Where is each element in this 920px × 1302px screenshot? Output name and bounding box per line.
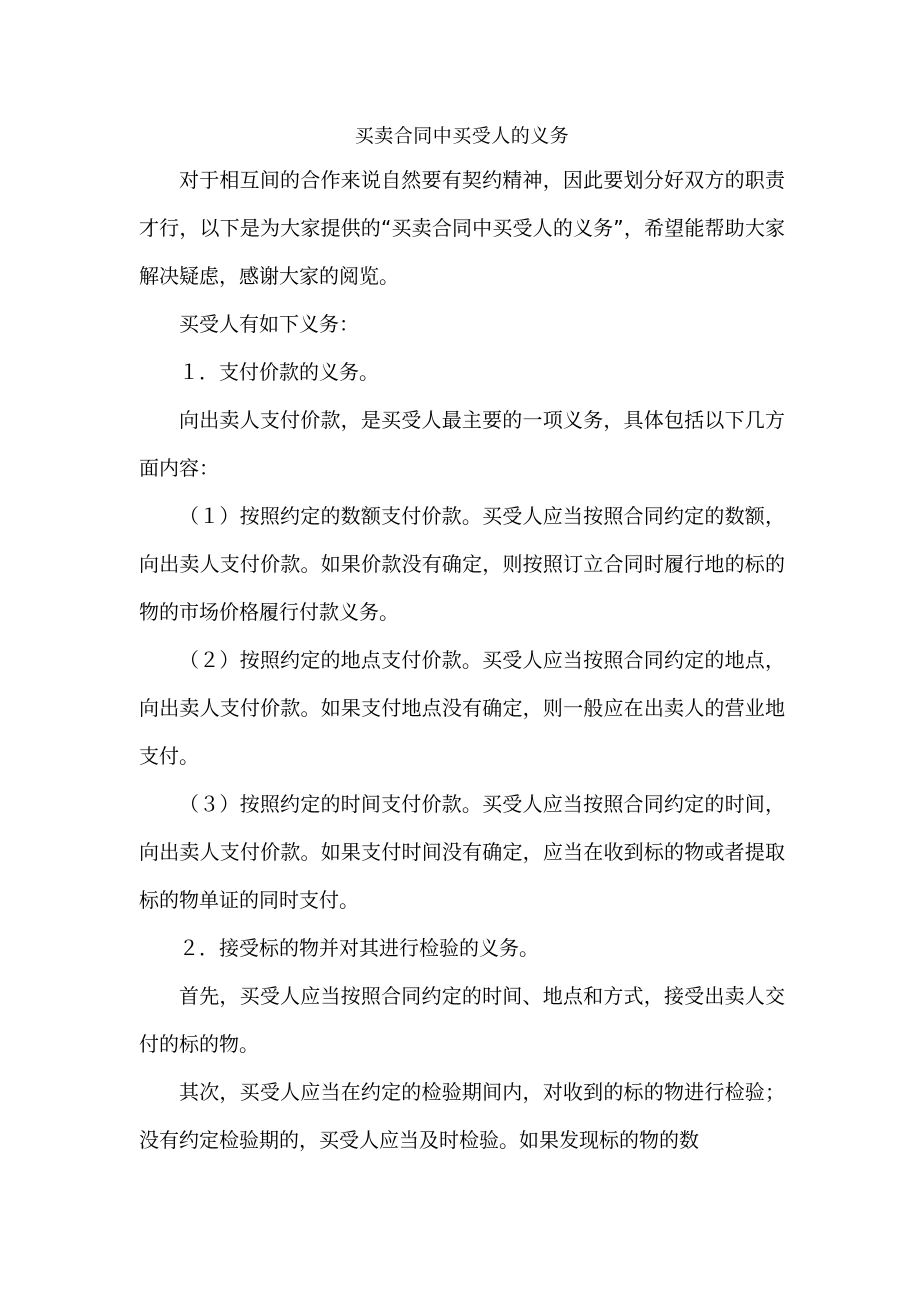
paragraph-obligations-heading: 买受人有如下义务： xyxy=(179,312,359,336)
paragraph-payment-place: （２）按照约定的地点支付价款。买受人应当按照合同约定的地点，向出卖人支付价款。如果支付地点没有确定，则一般应在出卖人的营业地支付。 xyxy=(139,648,785,768)
paragraph-payment-amount: （１）按照约定的数额支付价款。买受人应当按照合同约定的数额，向出卖人支付价款。如果价款没有确定，则按照订立合同时履行地的标的物的市场价格履行付款义务。 xyxy=(139,504,785,624)
paragraph-item-1-heading: １．支付价款的义务。 xyxy=(179,360,379,384)
paragraph-item-2-heading: ２．接受标的物并对其进行检验的义务。 xyxy=(179,936,539,960)
paragraph-inspection: 其次，买受人应当在约定的检验期间内，对收到的标的物进行检验；没有约定检验期的，买受人应当及时检验。如果发现标的物的数 xyxy=(139,1080,785,1152)
paragraph-payment-time: （３）按照约定的时间支付价款。买受人应当按照合同约定的时间，向出卖人支付价款。如果支付时间没有确定，应当在收到标的物或者提取标的物单证的同时支付。 xyxy=(139,792,785,912)
document-page xyxy=(139,118,785,1164)
paragraph-acceptance: 首先，买受人应当按照合同约定的时间、地点和方式，接受出卖人交付的标的物。 xyxy=(139,984,785,1056)
paragraph-payment-overview: 向出卖人支付价款，是买受人最主要的一项义务，具体包括以下几方面内容： xyxy=(139,408,785,480)
paragraph-intro: 对于相互间的合作来说自然要有契约精神，因此要划分好双方的职责才行，以下是为大家提供的“买卖合同中买受人的义务”，希望能帮助大家解决疑虑，感谢大家的阅览。 xyxy=(139,168,785,288)
document-title: 买卖合同中买受人的义务 xyxy=(354,125,570,147)
